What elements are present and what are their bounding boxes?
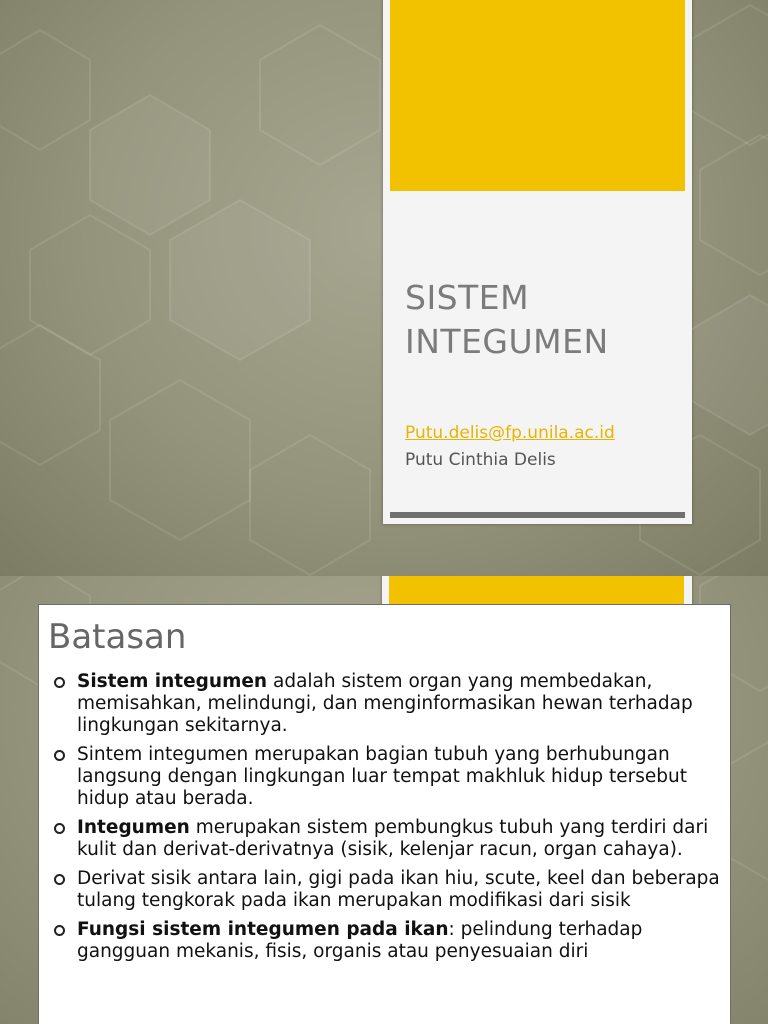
author-email-link[interactable]: Putu.delis@fp.unila.ac.id — [405, 423, 615, 443]
bullet-item — [53, 919, 725, 963]
bullet-item — [53, 817, 725, 861]
divider-bar — [390, 512, 685, 518]
title-line-1: SISTEM — [405, 278, 530, 317]
bullet-item — [53, 744, 725, 810]
bullet-item — [53, 868, 725, 912]
hollow-circle-bullet-icon — [54, 677, 65, 688]
bullet-text: adalah sistem organ yang membedakan, memisahkan, melindungi, dan menginformasikan hewan terhadap lingkungan sekitarnya. — [77, 671, 693, 736]
bullet-text: Sintem integumen merupakan bagian tubuh yang berhubungan langsung dengan lingkungan luar tempat makhluk hidup tersebut hidup atau berada. — [77, 744, 687, 809]
hollow-circle-bullet-icon — [54, 925, 65, 936]
hollow-circle-bullet-icon — [54, 823, 65, 834]
title-card — [383, 0, 692, 524]
hollow-circle-bullet-icon — [54, 874, 65, 885]
bullet-text: Derivat sisik antara lain, gigi pada ikan hiu, scute, keel dan beberapa tulang tengkorak pada ikan merupakan modifikasi dari sisik — [77, 868, 720, 911]
accent-block — [390, 0, 685, 191]
bullet-text: : pelindung terhadap gangguan mekanis, fisis, organis atau penyesuaian diri — [77, 919, 643, 962]
bullet-bold-text: Integumen — [77, 817, 190, 838]
content-panel — [38, 604, 731, 1024]
bullet-bold-text: Sistem integumen — [77, 671, 268, 692]
bullet-text: merupakan sistem pembungkus tubuh yang terdiri dari kulit dan derivat-derivatnya (sisik, kelenjar racun, organ cahaya). — [77, 817, 709, 860]
bullet-bold-text: Fungsi sistem integumen pada ikan — [77, 919, 449, 940]
bullet-list — [53, 671, 725, 970]
title-line-2: INTEGUMEN — [405, 322, 609, 361]
bullet-item — [53, 671, 725, 737]
slide-heading: Batasan — [48, 617, 187, 657]
content-slide — [0, 576, 768, 1024]
slide-title — [405, 276, 675, 364]
author-name: Putu Cinthia Delis — [405, 450, 556, 470]
hollow-circle-bullet-icon — [54, 750, 65, 761]
